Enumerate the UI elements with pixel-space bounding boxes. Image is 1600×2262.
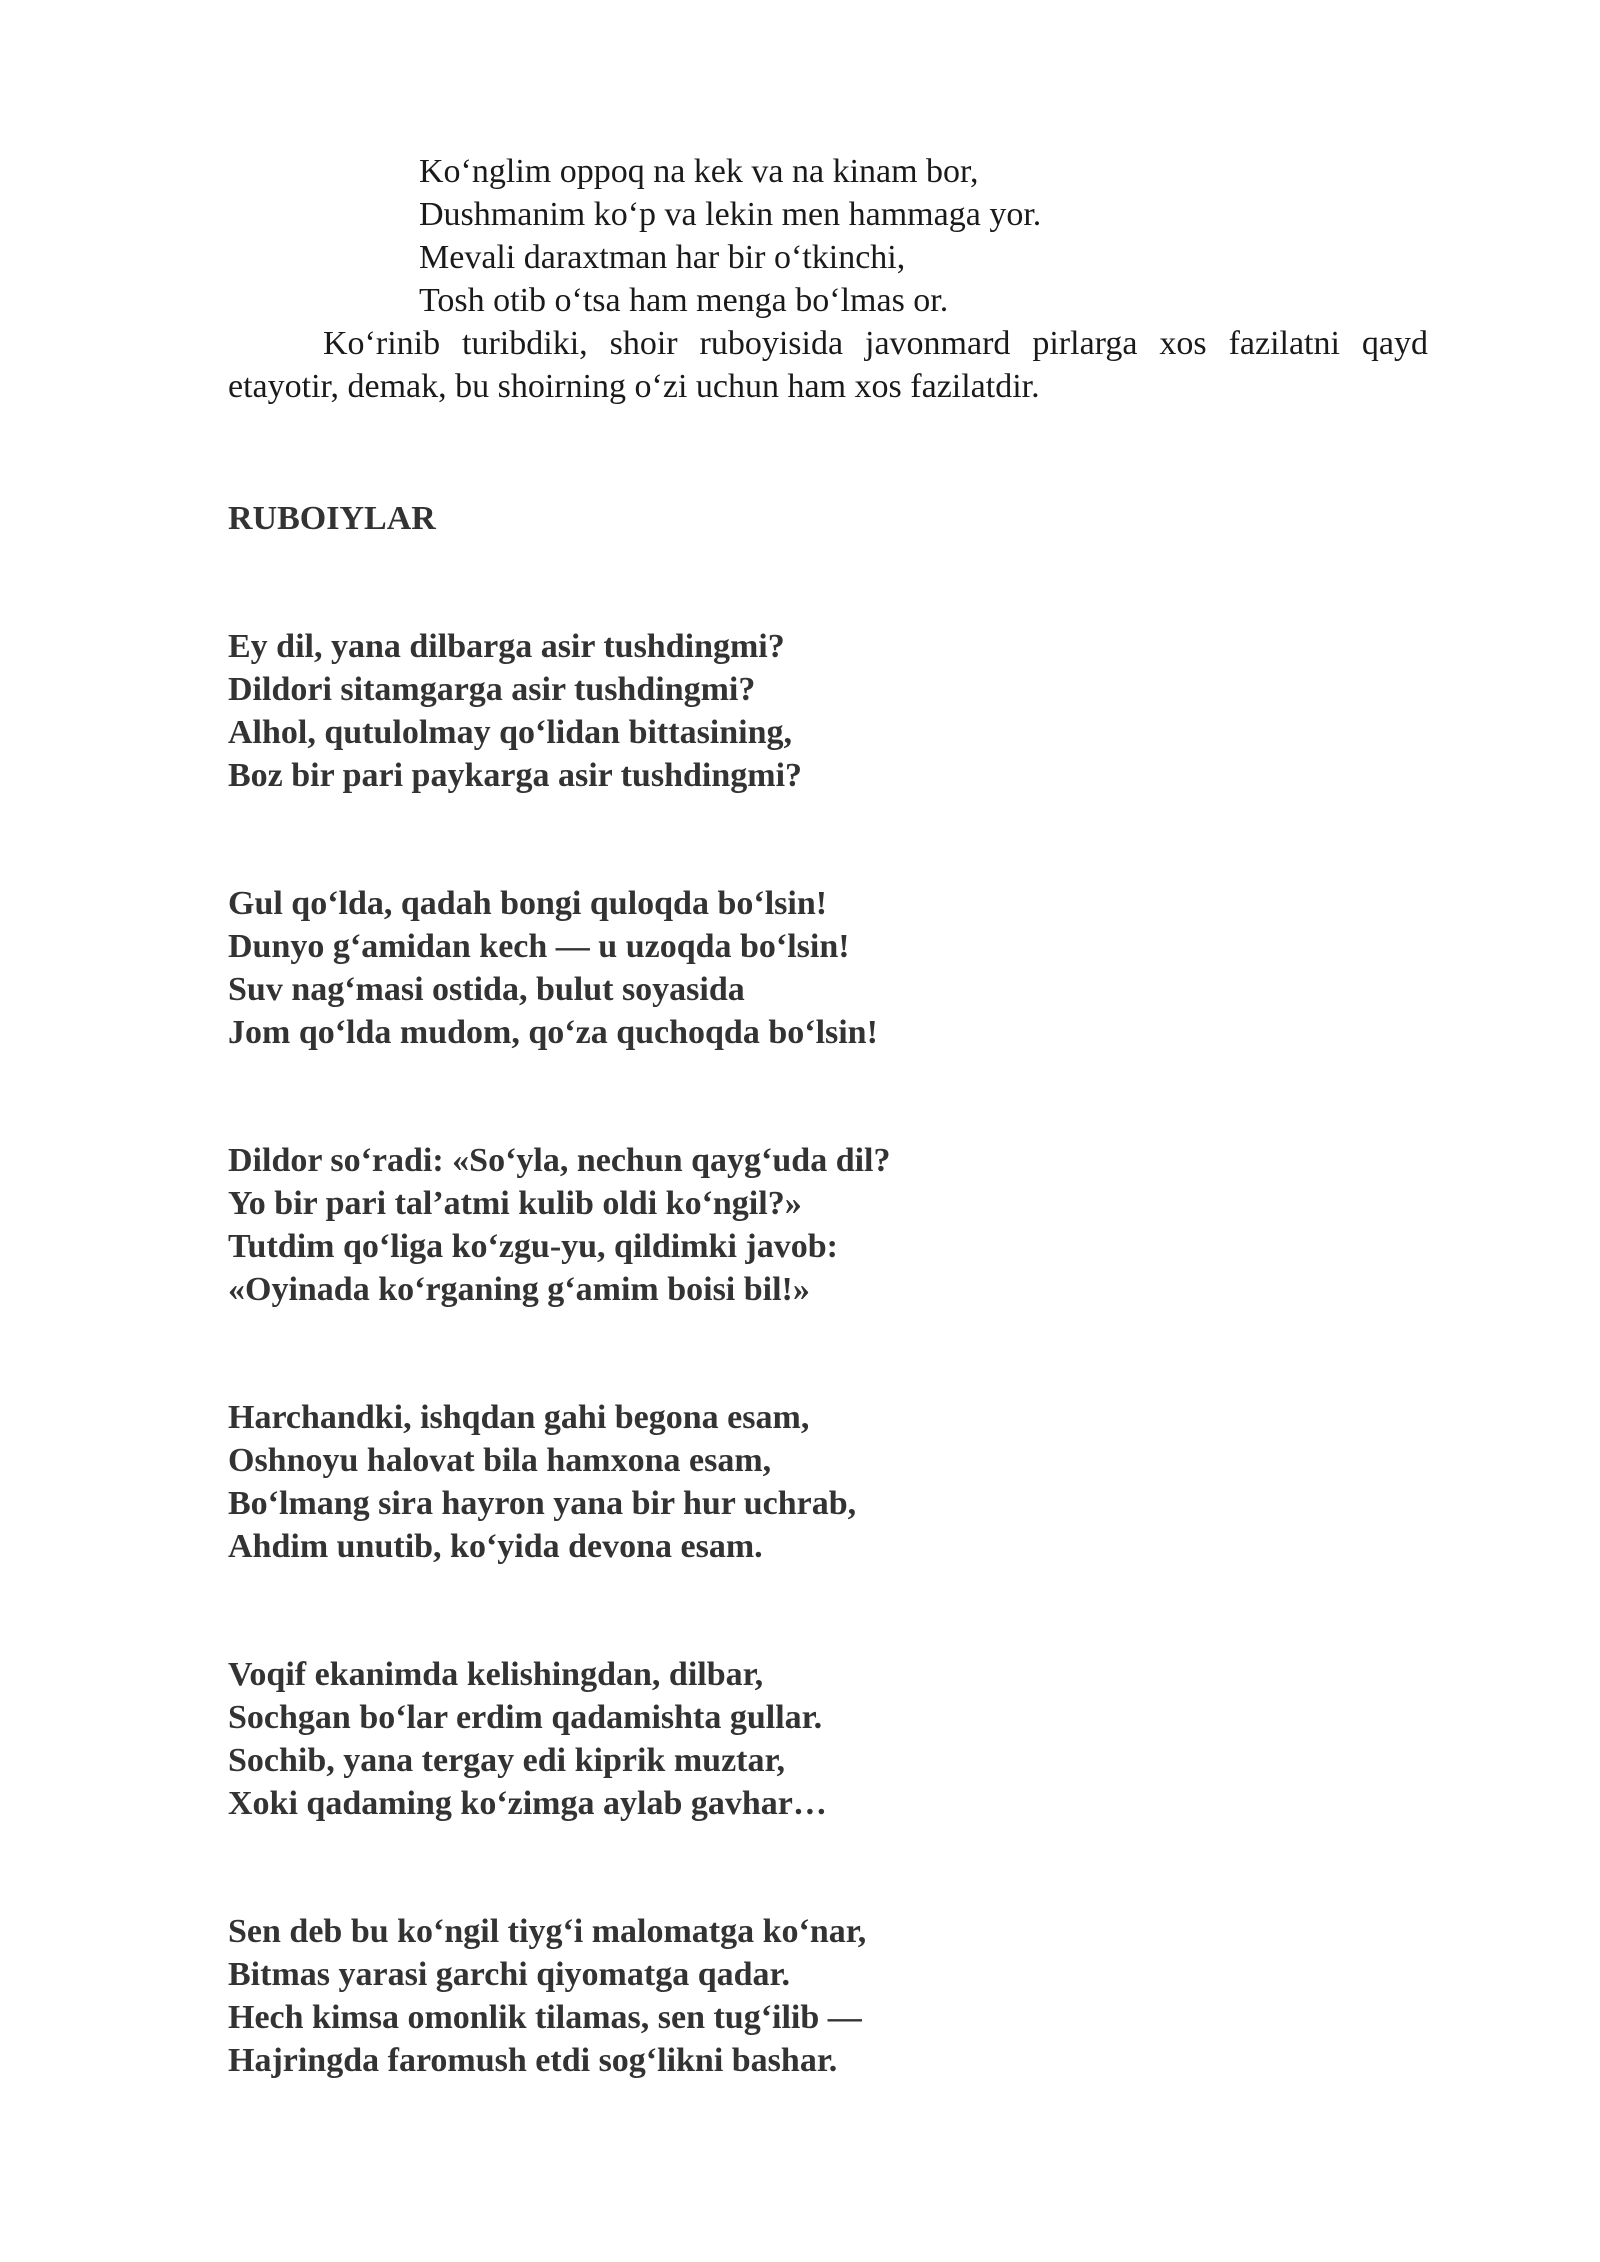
commentary-paragraph: Ko‘rinib turibdiki, shoir ruboyisida javonmard pirlarga xos fazilatni qayd etayotir, demak, bu shoirning o‘zi uchun ham xos fazilatdir. bbox=[228, 325, 1428, 405]
stanza-line: Sochib, yana tergay edi kiprik muztar, bbox=[228, 1742, 785, 1779]
stanza-line: Oshnoyu halovat bila hamxona esam, bbox=[228, 1442, 772, 1479]
stanza-line: Dildori sitamgarga asir tushdingmi? bbox=[228, 671, 756, 708]
stanza-line: Gul qo‘lda, qadah bongi quloqda bo‘lsin! bbox=[228, 885, 828, 922]
stanza-line: Sen deb bu ko‘ngil tiyg‘i malomatga ko‘nar, bbox=[228, 1913, 867, 1950]
stanza-line: Bo‘lmang sira hayron yana bir hur uchrab, bbox=[228, 1485, 857, 1522]
epigraph-line: Mevali daraxtman har bir o‘tkinchi, bbox=[419, 239, 906, 276]
ruboiy-stanza-3 bbox=[228, 1139, 891, 1311]
epigraph-quatrain bbox=[419, 150, 1041, 322]
section-heading: RUBOIYLAR bbox=[228, 500, 436, 537]
ruboiy-stanza-2 bbox=[228, 882, 878, 1054]
stanza-line: Harchandki, ishqdan gahi begona esam, bbox=[228, 1399, 810, 1436]
epigraph-line: Tosh otib o‘tsa ham menga bo‘lmas or. bbox=[419, 282, 949, 319]
ruboiy-stanza-6 bbox=[228, 1910, 866, 2082]
epigraph-line: Dushmanim ko‘p va lekin men hammaga yor. bbox=[419, 196, 1042, 233]
stanza-line: Yo bir pari tal’atmi kulib oldi ko‘ngil?» bbox=[228, 1185, 802, 1222]
ruboiy-stanza-1 bbox=[228, 625, 802, 797]
stanza-line: Ahdim unutib, ko‘yida devona esam. bbox=[228, 1528, 763, 1565]
stanza-line: Boz bir pari paykarga asir tushdingmi? bbox=[228, 757, 803, 794]
stanza-line: Tutdim qo‘liga ko‘zgu-yu, qildimki javob: bbox=[228, 1228, 838, 1265]
stanza-line: Hech kimsa omonlik tilamas, sen tug‘ilib — bbox=[228, 1999, 862, 2036]
stanza-line: Sochgan bo‘lar erdim qadamishta gullar. bbox=[228, 1699, 823, 1736]
stanza-line: Dildor so‘radi: «So‘yla, nechun qayg‘uda dil? bbox=[228, 1142, 891, 1179]
ruboiy-stanza-4 bbox=[228, 1396, 856, 1568]
stanza-line: Suv nag‘masi ostida, bulut soyasida bbox=[228, 971, 745, 1008]
stanza-line: Bitmas yarasi garchi qiyomatga qadar. bbox=[228, 1956, 790, 1993]
stanza-line: Voqif ekanimda kelishingdan, dilbar, bbox=[228, 1656, 764, 1693]
stanza-line: Ey dil, yana dilbarga asir tushdingmi? bbox=[228, 628, 785, 665]
stanza-line: Xoki qadaming ko‘zimga aylab gavhar… bbox=[228, 1785, 827, 1822]
stanza-line: «Oyinada ko‘rganing g‘amim boisi bil!» bbox=[228, 1271, 810, 1308]
ruboiy-stanza-5 bbox=[228, 1653, 827, 1825]
stanza-line: Alhol, qutulolmay qo‘lidan bittasining, bbox=[228, 714, 793, 751]
stanza-line: Dunyo g‘amidan kech — u uzoqda bo‘lsin! bbox=[228, 928, 850, 965]
stanza-line: Hajringda faromush etdi sog‘likni bashar. bbox=[228, 2042, 838, 2079]
stanza-line: Jom qo‘lda mudom, qo‘za quchoqda bo‘lsin! bbox=[228, 1014, 878, 1051]
epigraph-line: Ko‘nglim oppoq na kek va na kinam bor, bbox=[419, 153, 979, 190]
